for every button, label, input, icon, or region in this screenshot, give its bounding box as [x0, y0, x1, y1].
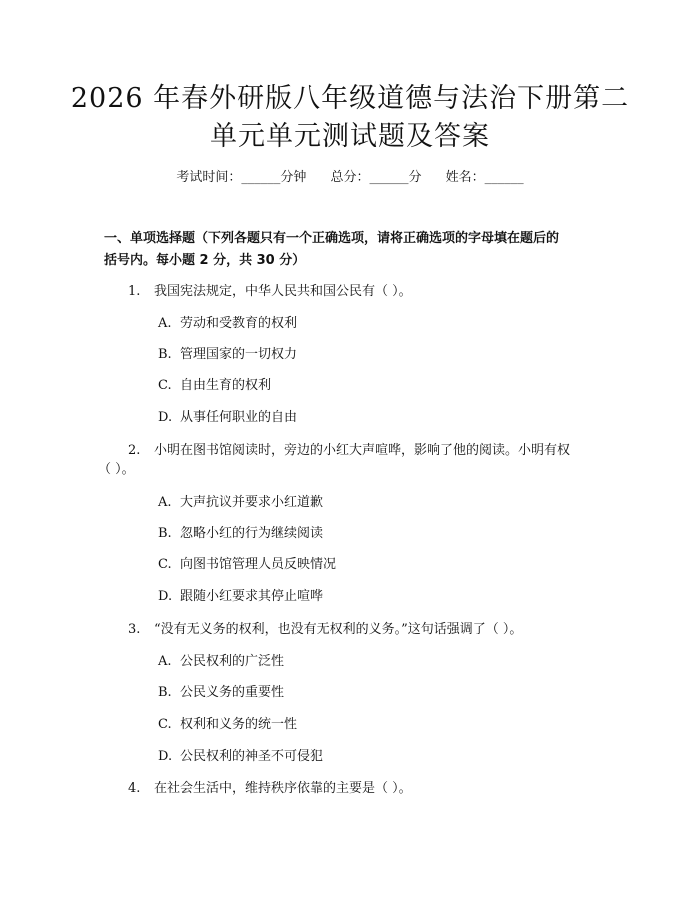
option-text: 公民权利的神圣不可侵犯 — [180, 749, 324, 764]
option-letter: A. — [158, 316, 172, 331]
option-2c — [158, 555, 336, 575]
section-heading-line-2: 括号内。每小题 2 分，共 30 分） — [104, 253, 306, 268]
option-3c — [158, 715, 297, 735]
question-number: 2. — [128, 443, 141, 458]
option-2a — [158, 493, 323, 513]
option-letter: B. — [158, 685, 172, 700]
option-1d — [158, 408, 297, 428]
option-letter: C. — [158, 557, 172, 572]
exam-name: 姓名：______ — [445, 170, 524, 185]
section-heading — [104, 228, 604, 272]
option-2b — [158, 524, 323, 544]
option-text: 自由生育的权利 — [180, 378, 272, 393]
title-line-1: 2026 年春外研版八年级道德与法治下册第二 — [70, 83, 630, 114]
exam-score: 总分：______分 — [330, 170, 422, 185]
option-letter: A. — [158, 495, 172, 510]
option-letter: B. — [158, 526, 172, 541]
question-stem: 在社会生活中，维持秩序依靠的主要是（ ）。 — [154, 781, 412, 796]
question-2-continued — [98, 459, 598, 481]
question-number: 4. — [128, 781, 141, 796]
option-letter: C. — [158, 378, 172, 393]
option-letter: D. — [158, 410, 173, 425]
option-1c — [158, 376, 271, 396]
question-4 — [104, 778, 604, 800]
option-1b — [158, 345, 297, 365]
question-stem-line-1: 小明在图书馆阅读时，旁边的小红大声喧哗，影响了他的阅读。小明有权 — [154, 443, 571, 458]
question-3 — [104, 619, 604, 641]
option-3a — [158, 652, 284, 672]
option-text: 公民权利的广泛性 — [180, 654, 285, 669]
question-1 — [104, 281, 604, 303]
option-text: 跟随小红要求其停止喧哗 — [180, 589, 324, 604]
question-number: 3. — [128, 622, 141, 637]
option-text: 大声抗议并要求小红道歉 — [180, 495, 324, 510]
option-3b — [158, 683, 284, 703]
option-letter: A. — [158, 654, 172, 669]
question-stem: 我国宪法规定，中华人民共和国公民有（ ）。 — [154, 284, 412, 299]
section-heading-line-1: 一、单项选择题（下列各题只有一个正确选项，请将正确选项的字母填在题后的 — [104, 231, 560, 246]
exam-info — [0, 168, 700, 188]
option-text: 管理国家的一切权力 — [180, 347, 298, 362]
question-number: 1. — [128, 284, 141, 299]
option-text: 从事任何职业的自由 — [180, 410, 298, 425]
option-letter: C. — [158, 717, 172, 732]
document-title — [70, 80, 630, 156]
question-stem: “没有无义务的权利，也没有无权利的义务。”这句话强调了（ ）。 — [154, 622, 523, 637]
question-stem-line-2: （ ）。 — [98, 462, 135, 477]
option-text: 忽略小红的行为继续阅读 — [180, 526, 324, 541]
option-3d — [158, 747, 323, 767]
option-letter: D. — [158, 749, 173, 764]
option-2d — [158, 587, 323, 607]
option-1a — [158, 314, 297, 334]
exam-time: 考试时间：______分钟 — [176, 170, 307, 185]
option-letter: B. — [158, 347, 172, 362]
option-text: 公民义务的重要性 — [180, 685, 285, 700]
option-letter: D. — [158, 589, 173, 604]
option-text: 向图书馆管理人员反映情况 — [180, 557, 337, 572]
option-text: 劳动和受教育的权利 — [180, 316, 298, 331]
title-line-2: 单元单元测试题及答案 — [210, 121, 490, 152]
option-text: 权利和义务的统一性 — [180, 717, 298, 732]
